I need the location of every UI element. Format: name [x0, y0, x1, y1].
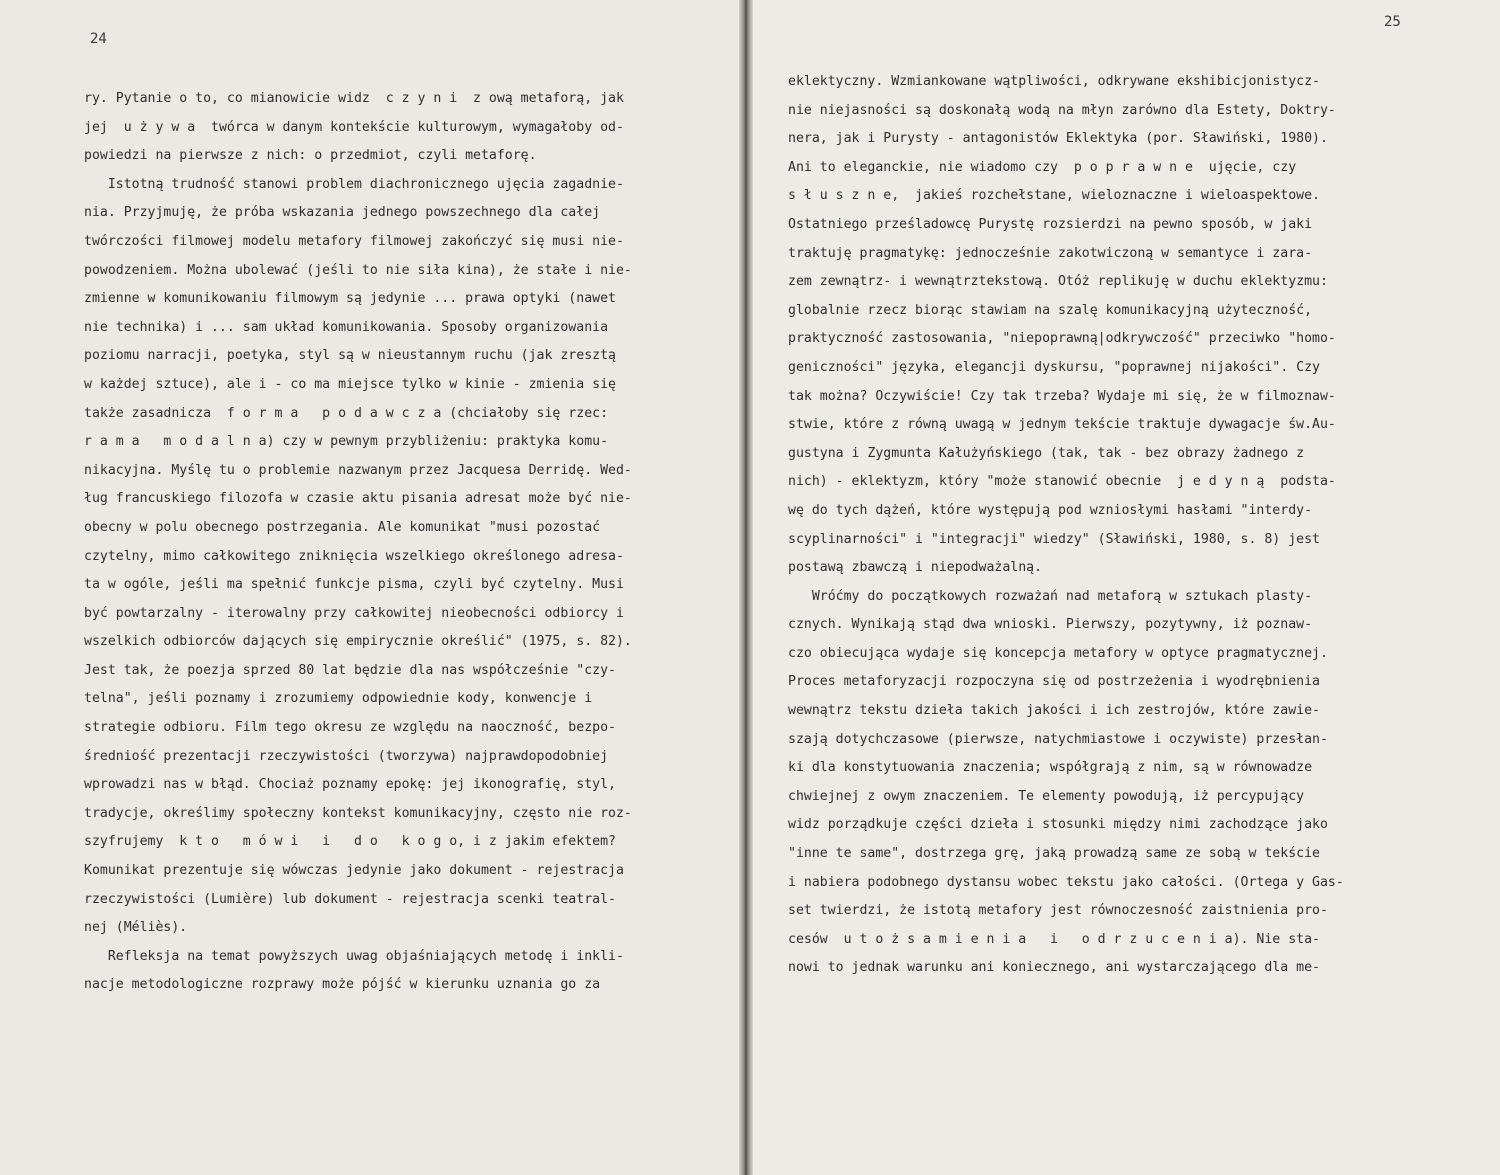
text-line: średniość prezentacji rzeczywistości (tworzywa) najprawdopodobniej [84, 748, 609, 764]
text-line: widz porządkuje części dzieła i stosunki między nimi zachodzące jako [788, 817, 1328, 833]
right-page-body [788, 68, 1344, 983]
text-line: wszelkich odbiorców dających się empirycznie określić" (1975, s. 82). [84, 634, 632, 650]
text-line: chwiejnej z owym znaczeniem. Te elementy powodują, iż percypujący [788, 788, 1305, 804]
text-line: nikacyjna. Myślę tu o problemie nazwanym przez Jacquesa Derridę. Wed- [84, 462, 632, 478]
text-line: nacje metodologiczne rozprawy może pójść w kierunku uznania go za [84, 977, 601, 993]
text-line: Proces metaforyzacji rozpoczyna się od postrzeżenia i wyodrębnienia [788, 674, 1320, 690]
text-line: rzeczywistości (Lumière) lub dokument - rejestracja scenki teatral- [84, 891, 616, 907]
text-line: wprowadzi nas w błąd. Chociaż poznamy epokę: jej ikonografię, styl, [84, 777, 616, 793]
text-line: set twierdzi, że istotą metafory jest równoczesność zaistnienia pro- [788, 903, 1328, 919]
text-line: nej (Méliès). [84, 920, 188, 936]
text-line: czytelny, mimo całkowitego zniknięcia wszelkiego określonego adresa- [84, 548, 624, 564]
text-line: wę do tych dążeń, które występują pod wzniosłymi hasłami "interdy- [788, 502, 1313, 518]
text-line: postawą zbawczą i niepodważalną. [788, 560, 1043, 576]
text-line: nowi to jednak warunku ani koniecznego, ani wystarczającego dla me- [788, 960, 1320, 976]
text-line: nia. Przyjmuję, że próba wskazania jednego powszechnego dla całej [84, 205, 601, 221]
text-line: w każdej sztuce), ale i - co ma miejsce tylko w kinie - zmienia się [84, 376, 616, 392]
text-line: nera, jak i Purysty - antagonistów Eklektyka (por. Sławiński, 1980). [788, 131, 1328, 147]
text-line: tak można? Oczywiście! Czy tak trzeba? Wydaje mi się, że w filmoznaw- [788, 388, 1336, 404]
text-line: jej u ż y w a twórca w danym kontekście kulturowym, wymagałoby od- [84, 119, 624, 135]
text-line: Ostatniego prześladowcę Purystę rozsierdzi na pewno sposób, w jaki [788, 216, 1313, 232]
right-page-number: 25 [1384, 14, 1401, 30]
text-line: twórczości filmowej modelu metafory filmowej zakończyć się musi nie- [84, 233, 624, 249]
text-line: i nabiera podobnego dystansu wobec tekstu jako całości. (Ortega y Gas- [788, 874, 1344, 890]
text-line: Ani to eleganckie, nie wiadomo czy p o p r a w n e ujęcie, czy [788, 159, 1297, 175]
text-line: ki dla konstytuowania znaczenia; współgrają z nim, są w równowadze [788, 760, 1313, 776]
book-spine [739, 0, 753, 1175]
text-line: geniczności" języka, elegancji dyskursu, "poprawnej nijakości". Czy [788, 359, 1320, 375]
text-line: powiedzi na pierwsze z nich: o przedmiot, czyli metaforę. [84, 148, 537, 164]
text-line: traktuję pragmatykę: jednocześnie zakotwiczoną w semantyce i zara- [788, 245, 1313, 261]
text-line: zmienne w komunikowaniu filmowym są jedynie ... prawa optyki (nawet [84, 291, 616, 307]
text-line: cesów u t o ż s a m i e n i a i o d r z u c e n i a). Nie sta- [788, 931, 1320, 947]
text-line: Refleksja na temat powyższych uwag objaśniających metodę i inkli- [84, 948, 624, 964]
text-line: Komunikat prezentuje się wówczas jedynie jako dokument - rejestracja [84, 863, 624, 879]
text-line: eklektyczny. Wzmiankowane wątpliwości, odkrywane ekshibicjonistycz- [788, 74, 1320, 89]
text-line: r a m a m o d a l n a) czy w pewnym przybliżeniu: praktyka komu- [84, 434, 609, 450]
text-line: s ł u s z n e, jakieś rozchełstane, wieloznaczne i wieloaspektowe. [788, 188, 1320, 204]
text-line: telna", jeśli poznamy i zrozumiemy odpowiednie kody, konwencje i [84, 691, 593, 707]
text-line: "inne te same", dostrzega grę, jaką prowadzą same ze sobą w tekście [788, 846, 1320, 862]
left-page [0, 0, 745, 1175]
text-line: praktyczność zastosowania, "niepoprawną|odkrywczość" przeciwko "homo- [788, 331, 1336, 347]
text-line: Wróćmy do początkowych rozważań nad metaforą w sztukach plasty- [788, 588, 1313, 604]
text-line: szyfrujemy k t o m ó w i i d o k o g o, i z jakim efektem? [84, 834, 616, 850]
text-line: nie technika) i ... sam układ komunikowania. Sposoby organizowania [84, 319, 609, 335]
left-page-body [84, 85, 632, 1000]
text-line: także zasadnicza f o r m a p o d a w c z a (chciałoby się rzec: [84, 405, 609, 421]
text-line: czo obiecująca wydaje się koncepcja metafory w optyce pragmatycznej. [788, 645, 1328, 661]
text-line: być powtarzalny - iterowalny przy całkowitej nieobecności odbiorcy i [84, 605, 624, 621]
text-line: scyplinarności" i "integracji" wiedzy" (Sławiński, 1980, s. 8) jest [788, 531, 1320, 547]
text-line: Istotną trudność stanowi problem diachronicznego ujęcia zagadnie- [84, 176, 624, 192]
text-line: ług francuskiego filozofa w czasie aktu pisania adresat może być nie- [84, 491, 632, 507]
text-line: stwie, które z równą uwagą w jednym tekście traktuje dywagacje św.Au- [788, 417, 1336, 433]
text-line: gustyna i Zygmunta Kałużyńskiego (tak, tak - bez obrazy żadnego z [788, 445, 1305, 461]
text-line: szają dotychczasowe (pierwsze, natychmiastowe i oczywiste) przesłan- [788, 731, 1328, 747]
text-line: tradycje, określimy społeczny kontekst komunikacyjny, często nie roz- [84, 805, 632, 821]
text-line: powodzeniem. Można ubolewać (jeśli to nie siła kina), że stałe i nie- [84, 262, 632, 278]
text-line: nich) - eklektyzm, który "może stanowić obecnie j e d y n ą podsta- [788, 474, 1336, 490]
text-line: wewnątrz tekstu dzieła takich jakości i ich zestrojów, które zawie- [788, 703, 1320, 719]
text-line: nie niejasności są doskonałą wodą na młyn zarówno dla Estety, Doktry- [788, 102, 1336, 118]
text-line: cznych. Wynikają stąd dwa wnioski. Pierwszy, pozytywny, iż poznaw- [788, 617, 1313, 633]
text-line: obecny w polu obecnego postrzegania. Ale komunikat "musi pozostać [84, 519, 601, 535]
text-line: zem zewnątrz- i wewnątrztekstową. Otóż replikuję w duchu eklektyzmu: [788, 274, 1328, 290]
left-page-number: 24 [90, 31, 107, 47]
text-line: strategie odbioru. Film tego okresu ze względu na naoczność, bezpo- [84, 720, 616, 736]
text-line: poziomu narracji, poetyka, styl są w nieustannym ruchu (jak zresztą [84, 348, 616, 364]
text-line: ry. Pytanie o to, co mianowicie widz c z y n i z ową metaforą, jak [84, 91, 624, 106]
text-line: ta w ogóle, jeśli ma spełnić funkcje pisma, czyli być czytelny. Musi [84, 577, 624, 593]
text-line: globalnie rzecz biorąc stawiam na szalę komunikacyjną użyteczność, [788, 302, 1313, 318]
text-line: Jest tak, że poezja sprzed 80 lat będzie dla nas współcześnie "czy- [84, 662, 616, 678]
